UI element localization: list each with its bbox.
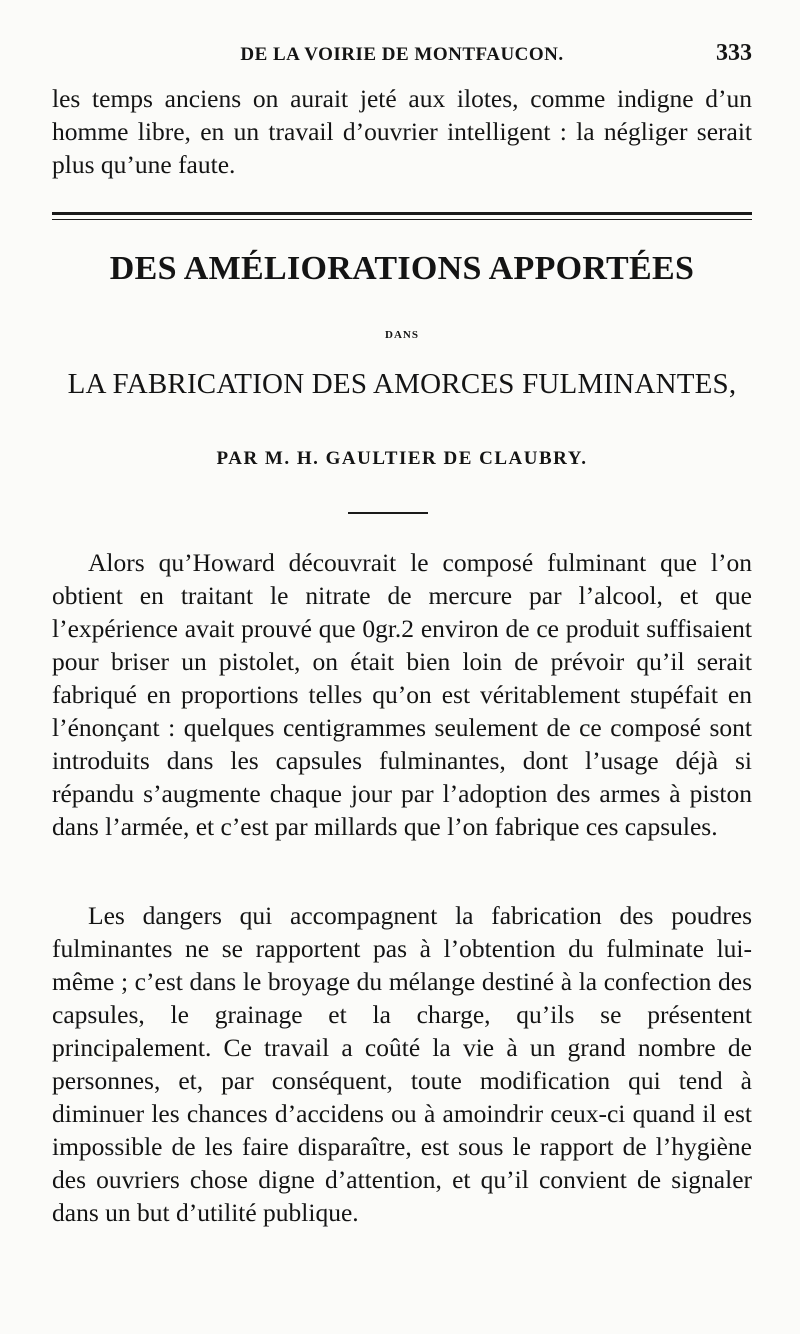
running-title: DE LA VOIRIE DE MONTFAUCON.	[240, 44, 564, 65]
article-title: DES AMÉLIORATIONS APPORTÉES	[109, 250, 695, 287]
section-divider	[52, 212, 752, 220]
continuation-paragraph: les temps anciens on aurait jeté aux ilotes, comme indigne d’un homme libre, en un travail d’ouvrier intelligent : la négliger serait plus qu’une faute.	[52, 84, 752, 179]
article-author: PAR M. H. GAULTIER DE CLAUBRY.	[216, 448, 588, 469]
body-paragraph-2: Les dangers qui accompagnent la fabrication des poudres fulminantes ne se rapportent pas à l’obtention du fulminate lui-même ; c’est dans le broyage du mélange destiné à la confection des capsules, le grainage et la charge, qu’ils se présentent principalement. Ce travail a coûté la vie à un grand nombre de personnes, et, par conséquent, toute modification qui tend à diminuer les chances d’accidens ou à amoindrir ceux-ci quand il est impossible de les faire disparaître, est sous le rapport de l’hygiène des ouvriers chose digne d’attention, et qu’il convient de signaler dans un but d’utilité publique.	[52, 901, 752, 1227]
author-rule	[348, 512, 428, 514]
title-connector: DANS	[385, 329, 419, 341]
article-subtitle: LA FABRICATION DES AMORCES FULMINANTES,	[67, 368, 737, 400]
running-head	[52, 40, 752, 70]
page-number: 333	[716, 40, 752, 66]
body-paragraph-1: Alors qu’Howard découvrait le composé fulminant que l’on obtient en traitant le nitrate de mercure par l’alcool, et que l’expérience avait prouvé que 0gr.2 environ de ce produit suffisaient pour briser un pistolet, on était bien loin de prévoir qu’il serait fabriqué en proportions telles qu’on est véritablement stupéfait en l’énonçant : quelques centigrammes seulement de ce composé sont introduits dans les capsules fulminantes, dont l’usage déjà si répandu s’augmente chaque jour par l’adoption des armes à piston dans l’armée, et c’est par millards que l’on fabrique ces capsules.	[52, 548, 752, 841]
